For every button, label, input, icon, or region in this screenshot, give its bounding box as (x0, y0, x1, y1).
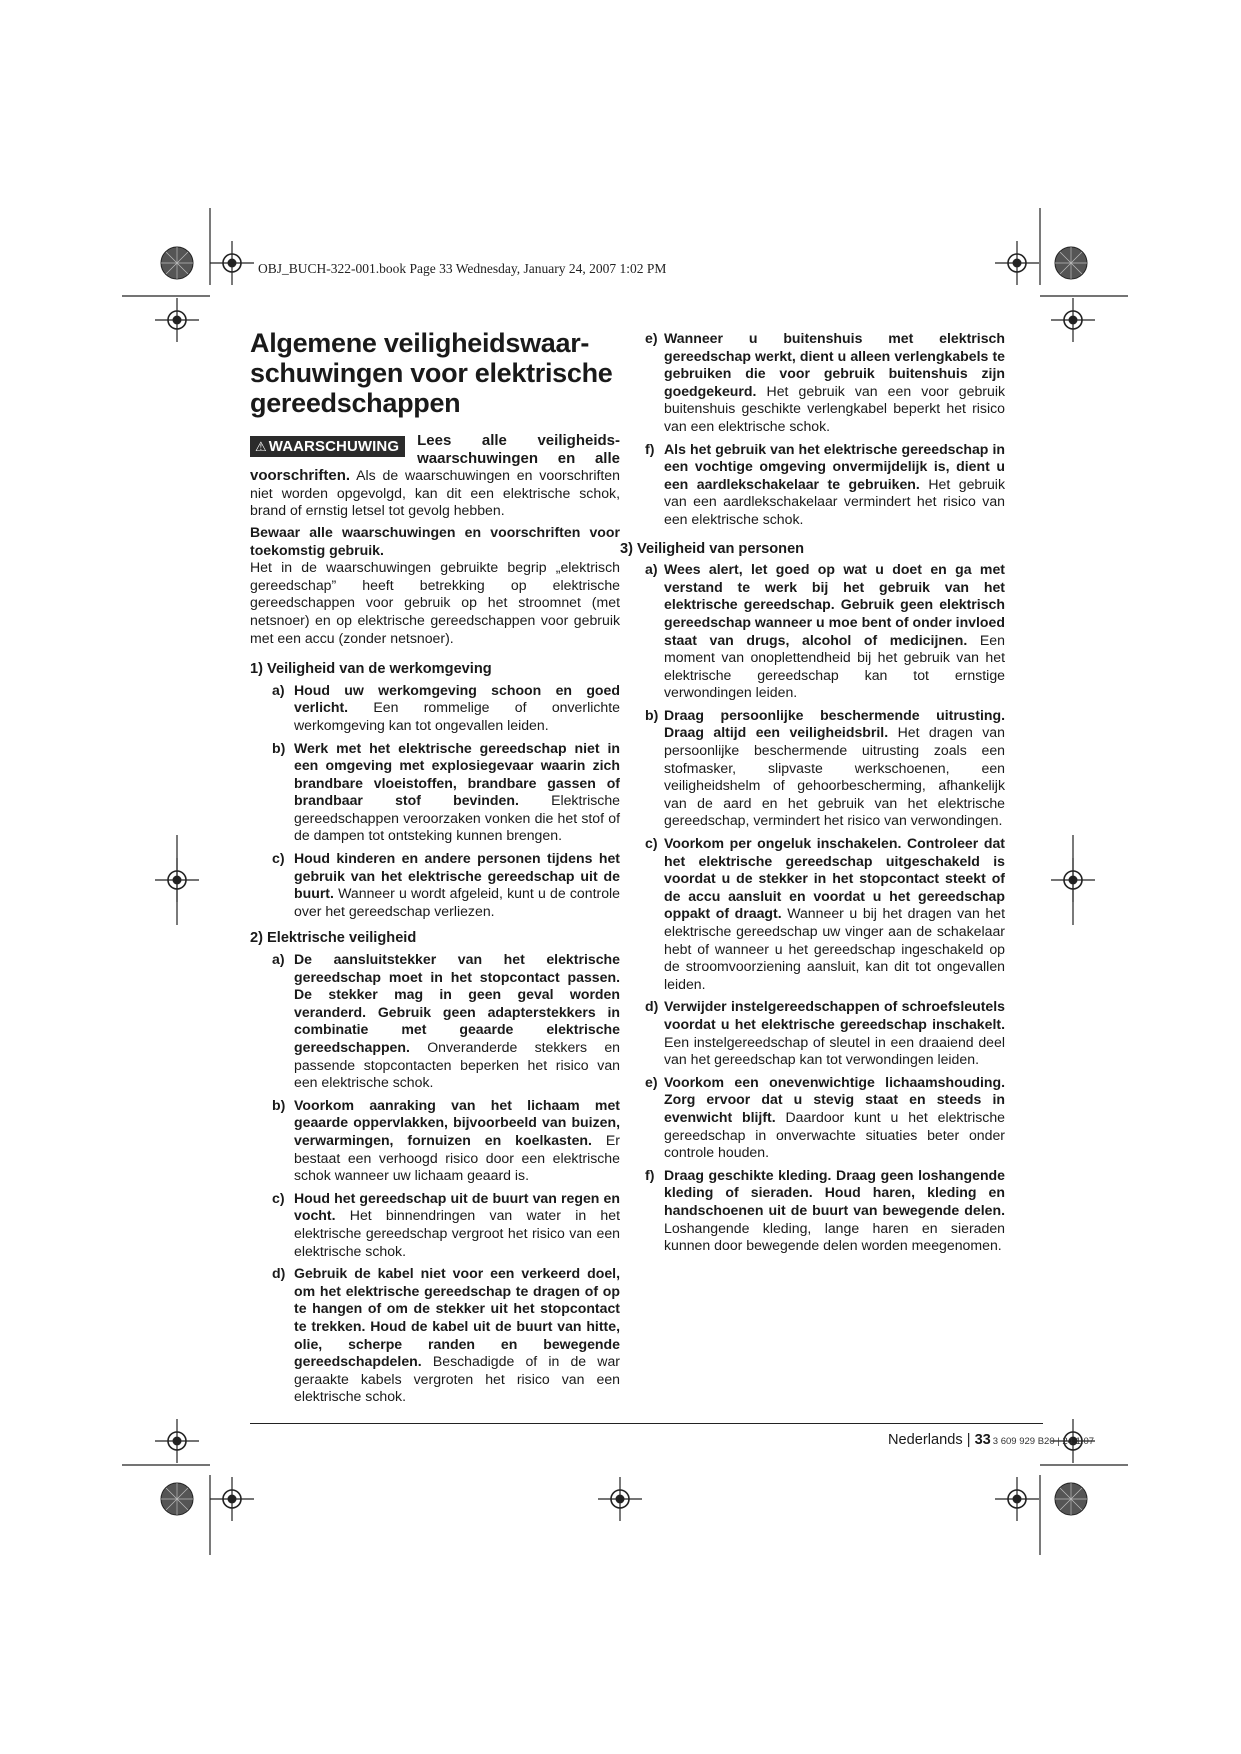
list-item: b) Werk met het elektrische gereedschap niet in een omgeving met explosiegevaar waarin zich brandbare vloeistoffen, brandbare gassen of brandbaar stof bevinden. Elektrische gereedschappen veroorzaken vonken die het stof of de dampen tot ontsteking kunnen brengen. (272, 739, 620, 844)
list-item: f) Als het gebruik van het elektrische gereedschap in een vochtige omgeving onvermijdelijk is, dient u een aardlekschakelaar te gebruiken. Het gebruik van een aardlekschakelaar vermindert het risico van een elektrische schok. (645, 440, 1005, 527)
section-heading-2: 2) Elektrische veiligheid (250, 930, 417, 947)
print-header: OBJ_BUCH-322-001.book Page 33 Wednesday, January 24, 2007 1:02 PM (258, 261, 667, 276)
section-heading-1: 1) Veiligheid van de werkomgeving (250, 661, 492, 678)
intro-text: Het in de waarschuwingen gebruikte begrip „elektrisch gereedschap” heeft betrekking op elektrische gereedschappen voor gebruik op het stroomnet (met netsnoer) en op elektrische gereedschappen voor gebruik met een accu (zonder netsnoer). (250, 559, 620, 646)
list-item: e) Wanneer u buitenshuis met elektrisch gereedschap werkt, dient u alleen verlengkabels te gebruiken die voor gebruik buitenshuis zijn goedgekeurd. Het gebruik van een voor gebruik buitenshuis geschikte verlengkabel beperkt het risico van een elektrische schok. (645, 330, 1005, 434)
list-item: b) Voorkom aanraking van het lichaam met geaarde oppervlakken, bijvoorbeeld van buizen, verwarmingen, fornuizen en koelkasten. Er bestaat een verhoogd risico door een elektrische schok wanneer uw lichaam geaard is. (272, 1096, 620, 1184)
keep-note: Bewaar alle waarschuwingen en voorschriften voor toekomstig gebruik. (250, 523, 620, 558)
warning-triangle-icon: ⚠ (255, 439, 267, 454)
warning-badge: ⚠ WAARSCHUWING (250, 436, 405, 457)
list-item: d) Verwijder instelgereedschappen of schroefsleutels voordat u het elektrische gereedschap inschakelt. Een instelgereedschap of sleutel in een draaiend deel van het gereedschap kan tot verwondingen leiden. (645, 998, 1005, 1068)
footer-divider (250, 1423, 1043, 1424)
list-item: e) Voorkom een onevenwichtige lichaamshouding. Zorg ervoor dat u stevig staat en steeds in evenwicht blijft. Daardoor kunt u het elektrische gereedschap in onverwachte situaties beter onder controle houden. (645, 1073, 1005, 1161)
warning-block (250, 432, 620, 520)
left-column (250, 328, 620, 1411)
warning-text: Als de waarschuwingen en voorschriften niet worden opgevolgd, kan dit een elektrische schok, brand of ernstig letsel tot gevolg hebben. (250, 467, 620, 519)
page-footer (888, 1432, 1094, 1448)
warning-lead: Lees alle veiligheids-waarschuwingen en alle voorschriften. (250, 432, 620, 485)
section-heading-3: 3) Veiligheid van personen (620, 540, 805, 557)
page-number: 33 (974, 1432, 991, 1448)
list-item: c) Houd kinderen en andere personen tijdens het gebruik van het elektrische gereedschap uit de buurt. Wanneer u wordt afgeleid, kunt u de controle over het gereedschap verliezen. (272, 850, 620, 919)
list-item: a) Wees alert, let goed op wat u doet en ga met verstand te werk bij het gebruik van het elektrische gereedschap. Gebruik geen elektrisch gereedschap wanneer u moe bent of onder invloed staat van drugs, alcohol of medicijnen. Een moment van onoplettendheid bij het gebruik van het elektrische gereedschap kan tot ernstige verwondingen leiden. (645, 561, 1005, 701)
list-item: f) Draag geschikte kleding. Draag geen loshangende kleding of sieraden. Houd haren, kleding en handschoenen uit de buurt van bewegende delen. Loshangende kleding, lange haren en sieraden kunnen door bewegende delen worden meegenomen. (645, 1166, 1005, 1254)
list-item: c) Houd het gereedschap uit de buurt van regen en vocht. Het binnendringen van water in het elektrische gereedschap vergroot het risico van een elektrische schok. (272, 1189, 620, 1259)
right-column (620, 330, 1005, 1260)
page-title: Algemene veiligheidswaar-schuwingen voor elektrische gereedschappen (250, 328, 613, 418)
footer-language: Nederlands (888, 1432, 963, 1448)
list-item: c) Voorkom per ongeluk inschakelen. Controleer dat het elektrische gereedschap uitgeschakeld is voordat u de stekker in het stopcontact steekt of de accu aansluit en voordat u het gereedschap oppakt of draagt. Wanneer u bij het dragen van het elektrische gereedschap uw vinger aan de schakelaar hebt of wanneer u het gereedschap ingeschakeld op de stroomvoorziening aansluit, kan dit tot ongevallen leiden. (645, 835, 1005, 992)
print-code: 3 609 929 B20 | 24.1.07 (992, 1436, 1095, 1447)
footer-separator: | (966, 1432, 971, 1448)
list-item: a) Houd uw werkomgeving schoon en goed verlicht. Een rommelige of onverlichte werkomgeving kan tot ongevallen leiden. (272, 681, 620, 733)
list-item: d) Gebruik de kabel niet voor een verkeerd doel, om het elektrische gereedschap te dragen of op te hangen of om de stekker uit het stopcontact te trekken. Houd de kabel uit de buurt van hitte, olie, scherpe randen en bewegende gereedschapdelen. Beschadigde of in de war geraakte kabels vergroten het risico van een elektrische schok. (272, 1265, 620, 1405)
list-item: a) De aansluitstekker van het elektrische gereedschap moet in het stopcontact passen. De stekker mag in geen geval worden veranderd. Gebruik geen adapterstekkers in combinatie met geaarde elektrische gereedschappen. Onveranderde stekkers en passende stopcontacten beperken het risico van een elektrische schok. (272, 951, 620, 1091)
list-item: b) Draag persoonlijke beschermende uitrusting. Draag altijd een veiligheidsbril. Het dragen van persoonlijke beschermende uitrusting zoals een stofmasker, slipvaste werkschoenen, een veiligheidshelm of gehoorbescherming, afhankelijk van de aard en het gebruik van het elektrische gereedschap, vermindert het risico van verwondingen. (645, 706, 1005, 829)
